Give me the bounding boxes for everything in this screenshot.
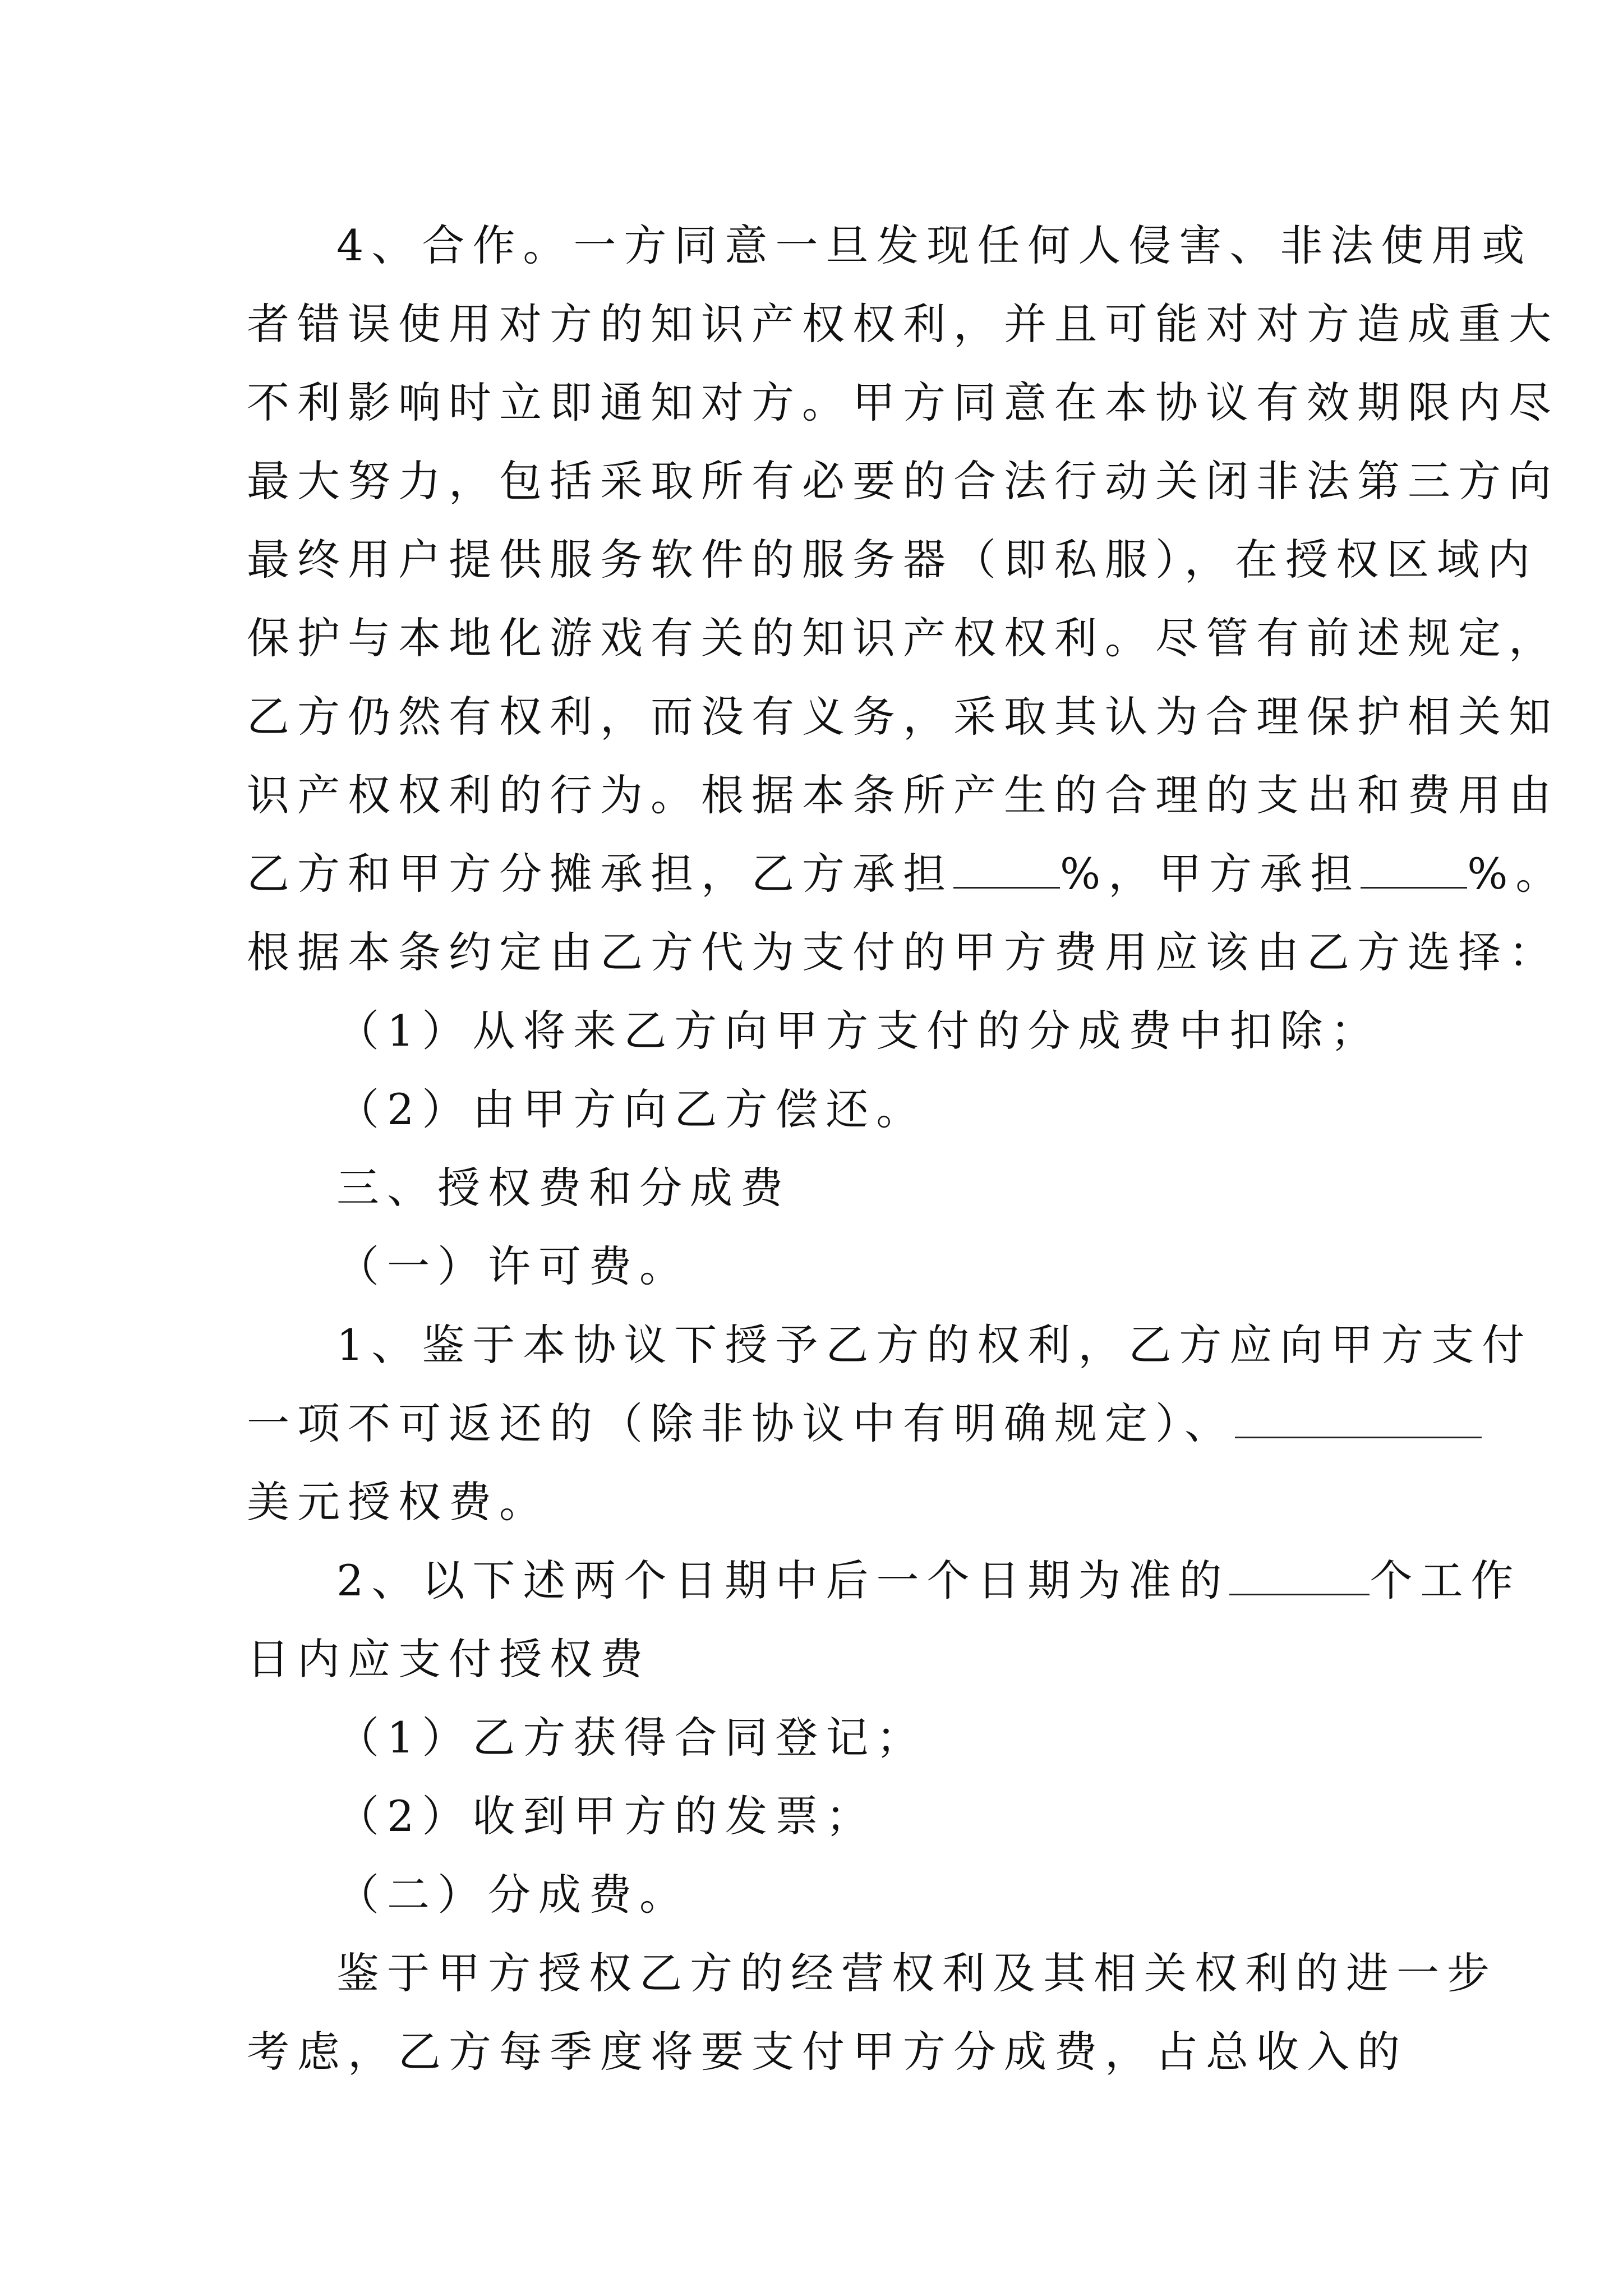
text-segment: 2、以下述两个日期中后一个日期为准的 (336, 1556, 1230, 1605)
paragraph-line: 考虑，乙方每季度将要支付甲方分成费，占总收入的 (247, 2027, 1408, 2077)
list-item: （1）从将来乙方向甲方支付的分成费中扣除； (336, 1006, 1381, 1056)
list-item: （2）由甲方向乙方偿还。 (336, 1084, 927, 1134)
text-segment: 一项不可返还的（除非协议中有明确规定）、 (247, 1398, 1235, 1448)
paragraph-line: 不利影响时立即通知对方。甲方同意在本协议有效期限内尽 (247, 378, 1559, 427)
paragraph-line: 日内应支付授权费 (247, 1634, 651, 1684)
subsection-heading: （二）分成费。 (336, 1870, 690, 1920)
paragraph-line (247, 1396, 1396, 1452)
text-segment: %。 (1467, 849, 1566, 899)
paragraph-line: 1、鉴于本协议下授予乙方的权利，乙方应向甲方支付 (336, 1320, 1533, 1370)
paragraph-line: 根据本条约定由乙方代为支付的甲方费用应该由乙方选择： (247, 927, 1559, 977)
paragraph-line: 识产权权利的行为。根据本条所产生的合理的支出和费用由 (247, 770, 1559, 820)
subsection-heading: （一）许可费。 (336, 1241, 690, 1291)
text-segment: %，甲方承担 (1060, 849, 1361, 899)
paragraph-line: 美元授权费。 (247, 1477, 550, 1527)
fill-blank (1229, 1557, 1370, 1595)
text-segment: 个工作 (1370, 1556, 1521, 1605)
paragraph-line: 4、合作。一方同意一旦发现任何人侵害、非法使用或 (336, 220, 1533, 270)
paragraph-line (247, 846, 1566, 902)
fill-blank (1361, 850, 1467, 889)
paragraph-line: 鉴于甲方授权乙方的经营权利及其相关权利的进一步 (336, 1948, 1497, 1998)
section-heading: 三、授权费和分成费 (336, 1163, 791, 1213)
paragraph-line: 乙方仍然有权利，而没有义务，采取其认为合理保护相关知 (247, 692, 1559, 742)
fill-blank (953, 850, 1060, 889)
paragraph-line: 者错误使用对方的知识产权权利，并且可能对对方造成重大 (247, 299, 1559, 349)
list-item: （2）收到甲方的发票； (336, 1791, 877, 1841)
paragraph-line: 保护与本地化游戏有关的知识产权权利。尽管有前述规定， (247, 613, 1559, 663)
paragraph-line: 最大努力，包括采取所有必要的合法行动关闭非法第三方向 (247, 456, 1559, 506)
fill-blank (1235, 1400, 1482, 1438)
text-segment: 乙方和甲方分摊承担，乙方承担 (247, 849, 953, 899)
list-item: （1）乙方获得合同登记； (336, 1713, 927, 1763)
paragraph-line: 最终用户提供服务软件的服务器（即私服），在授权区域内 (247, 535, 1538, 585)
paragraph-line (336, 1553, 1521, 1609)
